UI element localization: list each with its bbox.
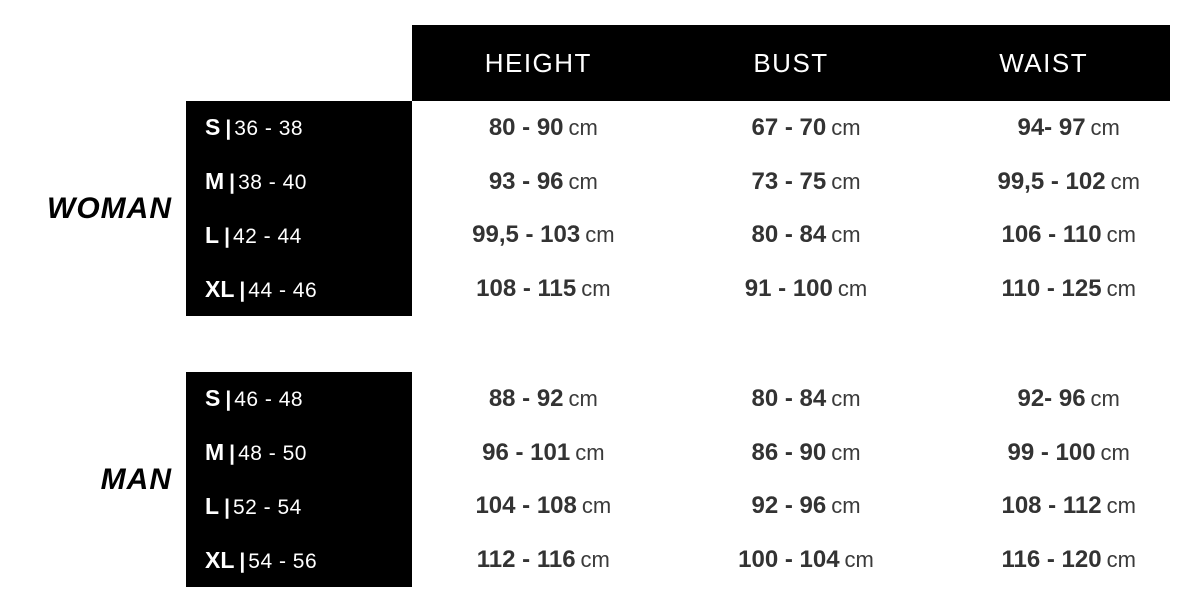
waist-cell (937, 114, 1200, 142)
rows-man (186, 372, 1200, 587)
waist-unit: cm (1106, 493, 1136, 519)
column-header-bust: BUST (753, 47, 829, 78)
size-separator: | (229, 442, 236, 466)
waist-unit: cm (1106, 276, 1136, 302)
waist-unit: cm (1100, 439, 1130, 465)
size-cell (186, 222, 412, 249)
eu-size: 52 - 54 (232, 495, 302, 519)
height-value: 88 - 92 (488, 384, 564, 412)
height-value: 93 - 96 (488, 167, 564, 195)
table-row (186, 209, 1200, 263)
column-header-height: HEIGHT (484, 47, 592, 78)
height-cell (412, 385, 675, 413)
size-separator: | (239, 278, 246, 302)
height-unit: cm (568, 168, 598, 194)
bust-unit: cm (831, 439, 861, 465)
size-separator: | (225, 388, 232, 412)
waist-cell (937, 221, 1200, 249)
size-separator: | (224, 495, 230, 519)
size-cell (186, 385, 412, 412)
waist-unit: cm (1110, 168, 1140, 194)
bust-value: 92 - 96 (751, 492, 827, 520)
waist-value: 110 - 125 (1001, 275, 1102, 303)
waist-value: 108 - 112 (1001, 492, 1102, 520)
waist-cell (937, 168, 1200, 196)
group-woman (0, 101, 1200, 316)
height-unit: cm (581, 276, 611, 302)
waist-value: 106 - 110 (1001, 221, 1102, 249)
height-value: 80 - 90 (488, 113, 564, 141)
bust-unit: cm (844, 547, 874, 573)
height-unit: cm (581, 493, 612, 519)
rows-woman (186, 101, 1200, 316)
size-cell (186, 168, 412, 195)
bust-cell (675, 221, 938, 249)
eu-size: 44 - 46 (248, 278, 318, 302)
waist-cell (937, 275, 1200, 303)
size-separator: | (239, 549, 246, 573)
waist-cell (937, 439, 1200, 467)
height-value: 96 - 101 (482, 438, 571, 466)
size-label: XL (205, 546, 235, 573)
bust-cell (675, 275, 938, 303)
table-row (186, 262, 1200, 316)
size-cell (186, 439, 412, 466)
eu-size: 42 - 44 (232, 224, 302, 248)
size-label: L (205, 492, 220, 519)
size-separator: | (224, 224, 230, 248)
bust-value: 80 - 84 (751, 384, 827, 412)
eu-size: 48 - 50 (238, 442, 307, 466)
height-value: 108 - 115 (476, 275, 577, 303)
waist-value: 99 - 100 (1007, 438, 1096, 466)
bust-value: 67 - 70 (751, 113, 827, 141)
bust-cell (675, 168, 938, 196)
height-cell (412, 114, 675, 142)
waist-unit: cm (1090, 114, 1120, 140)
bust-cell (675, 385, 938, 413)
size-label: M (205, 439, 225, 466)
bust-cell (675, 546, 938, 574)
height-cell (412, 221, 675, 249)
bust-value: 80 - 84 (751, 221, 827, 249)
waist-unit: cm (1090, 385, 1120, 411)
size-label: L (205, 221, 220, 248)
height-value: 99,5 - 103 (472, 221, 581, 249)
bust-unit: cm (831, 168, 861, 194)
group-label-woman: WOMAN (47, 191, 172, 225)
size-cell (186, 276, 412, 303)
bust-value: 91 - 100 (744, 275, 833, 303)
waist-value: 94- 97 (1017, 113, 1086, 141)
size-cell (186, 493, 412, 520)
size-separator: | (229, 171, 236, 195)
bust-cell (675, 492, 938, 520)
size-cell (186, 114, 412, 141)
height-value: 112 - 116 (476, 546, 576, 574)
waist-value: 99,5 - 102 (997, 167, 1106, 195)
waist-value: 92- 96 (1017, 384, 1086, 412)
size-label: S (205, 114, 221, 141)
height-unit: cm (580, 547, 610, 573)
bust-cell (675, 439, 938, 467)
eu-size: 54 - 56 (248, 549, 318, 573)
bust-unit: cm (831, 114, 861, 140)
table-row (186, 101, 1200, 155)
height-cell (412, 492, 675, 520)
bust-value: 86 - 90 (751, 438, 827, 466)
waist-value: 116 - 120 (1001, 546, 1102, 574)
height-cell (412, 168, 675, 196)
table-row (186, 155, 1200, 209)
size-label: M (205, 168, 225, 195)
height-value: 104 - 108 (475, 492, 577, 520)
waist-unit: cm (1106, 222, 1136, 248)
table-row (186, 372, 1200, 426)
height-cell (412, 275, 675, 303)
height-unit: cm (568, 114, 598, 140)
bust-unit: cm (837, 276, 868, 302)
bust-value: 100 - 104 (738, 546, 840, 574)
bust-value: 73 - 75 (751, 167, 827, 195)
bust-unit: cm (831, 222, 861, 248)
height-unit: cm (568, 385, 598, 411)
height-cell (412, 546, 675, 574)
size-label: XL (205, 275, 235, 302)
bust-cell (675, 114, 938, 142)
height-unit: cm (575, 439, 605, 465)
column-header-waist: WAIST (999, 47, 1089, 78)
header-row (412, 25, 1170, 101)
eu-size: 36 - 38 (234, 117, 304, 141)
size-cell (186, 547, 412, 574)
waist-cell (937, 492, 1200, 520)
height-cell (412, 439, 675, 467)
size-separator: | (225, 117, 232, 141)
table-row (186, 426, 1200, 480)
table-row (186, 533, 1200, 587)
waist-unit: cm (1106, 547, 1136, 573)
waist-cell (937, 385, 1200, 413)
eu-size: 38 - 40 (238, 171, 307, 195)
height-unit: cm (585, 222, 615, 248)
bust-unit: cm (831, 493, 861, 519)
eu-size: 46 - 48 (234, 388, 304, 412)
group-man (0, 372, 1200, 587)
bust-unit: cm (831, 385, 861, 411)
waist-cell (937, 546, 1200, 574)
group-label-man: MAN (100, 462, 172, 496)
table-row (186, 480, 1200, 534)
size-label: S (205, 385, 221, 412)
